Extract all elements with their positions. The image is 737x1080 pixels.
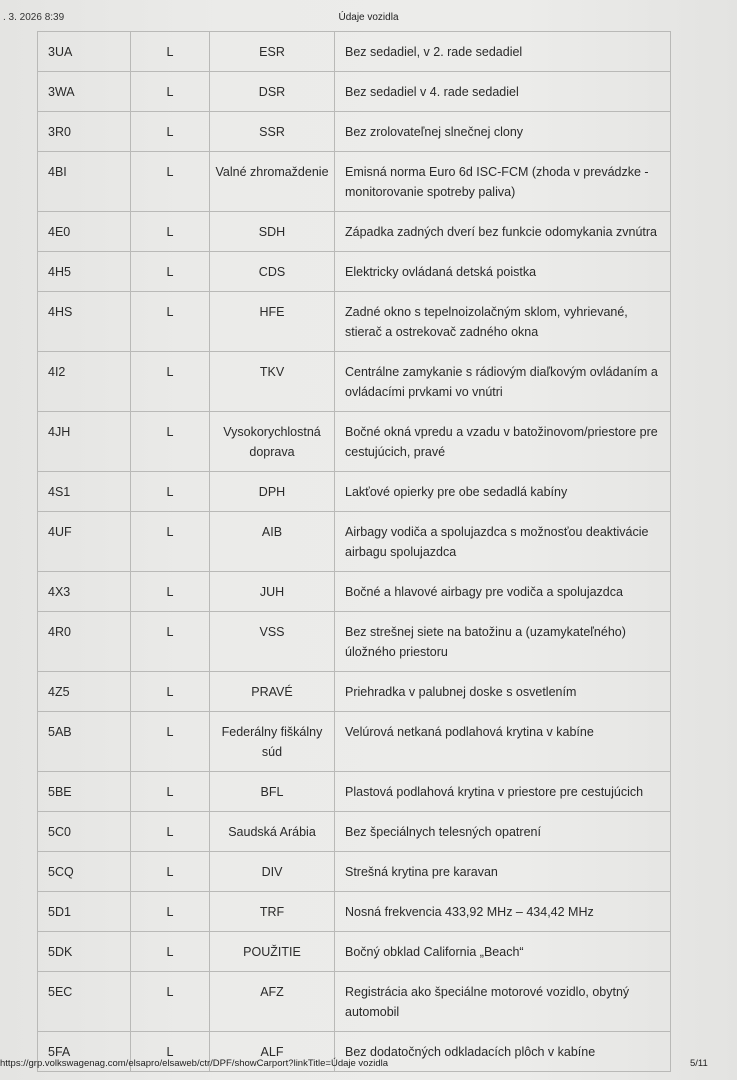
- table-row: [38, 32, 671, 72]
- vehicle-data-table: [37, 31, 671, 1072]
- description-cell: Bez sedadiel, v 2. rade sedadiel: [335, 32, 671, 72]
- description-cell: Priehradka v palubnej doske s osvetlením: [335, 672, 671, 712]
- description-cell: Strešná krytina pre karavan: [335, 852, 671, 892]
- description-cell: Elektricky ovládaná detská poistka: [335, 252, 671, 292]
- type-cell: L: [131, 572, 210, 612]
- table-row: [38, 512, 671, 572]
- pr-code-cell: 4UF: [38, 512, 131, 572]
- type-cell: L: [131, 772, 210, 812]
- abbreviation-cell: VSS: [210, 612, 335, 672]
- type-cell: L: [131, 212, 210, 252]
- pr-code-cell: 4I2: [38, 352, 131, 412]
- abbreviation-cell: SDH: [210, 212, 335, 252]
- table-row: [38, 112, 671, 152]
- pr-code-cell: 5AB: [38, 712, 131, 772]
- pr-code-cell: 4X3: [38, 572, 131, 612]
- table-row: [38, 712, 671, 772]
- pr-code-cell: 4BI: [38, 152, 131, 212]
- abbreviation-cell: TKV: [210, 352, 335, 412]
- description-cell: Bez sedadiel v 4. rade sedadiel: [335, 72, 671, 112]
- abbreviation-cell: PRAVÉ: [210, 672, 335, 712]
- print-timestamp: . 3. 2026 8:39: [3, 12, 65, 23]
- table-row: [38, 252, 671, 292]
- type-cell: L: [131, 412, 210, 472]
- description-cell: Bez zrolovateľnej slnečnej clony: [335, 112, 671, 152]
- pr-code-cell: 5CQ: [38, 852, 131, 892]
- type-cell: L: [131, 352, 210, 412]
- type-cell: L: [131, 972, 210, 1032]
- pr-code-cell: 5EC: [38, 972, 131, 1032]
- table-row: [38, 772, 671, 812]
- type-cell: L: [131, 932, 210, 972]
- type-cell: L: [131, 32, 210, 72]
- abbreviation-cell: AIB: [210, 512, 335, 572]
- abbreviation-cell: Valné zhromaždenie: [210, 152, 335, 212]
- type-cell: L: [131, 712, 210, 772]
- type-cell: L: [131, 252, 210, 292]
- table-row: [38, 352, 671, 412]
- pr-code-cell: 4Z5: [38, 672, 131, 712]
- description-cell: Emisná norma Euro 6d ISC-FCM (zhoda v prevádzke - monitorovanie spotreby paliva): [335, 152, 671, 212]
- table-row: [38, 572, 671, 612]
- abbreviation-cell: DSR: [210, 72, 335, 112]
- abbreviation-cell: Vysokorychlostná doprava: [210, 412, 335, 472]
- abbreviation-cell: ESR: [210, 32, 335, 72]
- table-row: [38, 852, 671, 892]
- pr-code-cell: 4S1: [38, 472, 131, 512]
- pr-code-cell: 5DK: [38, 932, 131, 972]
- pr-code-cell: 5FA: [38, 1032, 131, 1072]
- table-row: [38, 932, 671, 972]
- description-cell: Airbagy vodiča a spolujazdca s možnosťou deaktivácie airbagu spolujazdca: [335, 512, 671, 572]
- type-cell: L: [131, 612, 210, 672]
- description-cell: Bez dodatočných odkladacích plôch v kabíne: [335, 1032, 671, 1072]
- table-row: [38, 672, 671, 712]
- type-cell: L: [131, 292, 210, 352]
- description-cell: Západka zadných dverí bez funkcie odomykania zvnútra: [335, 212, 671, 252]
- type-cell: L: [131, 852, 210, 892]
- abbreviation-cell: HFE: [210, 292, 335, 352]
- pr-code-cell: 4JH: [38, 412, 131, 472]
- page-number: 5/11: [690, 1058, 708, 1069]
- table-row: [38, 212, 671, 252]
- abbreviation-cell: CDS: [210, 252, 335, 292]
- abbreviation-cell: SSR: [210, 112, 335, 152]
- abbreviation-cell: TRF: [210, 892, 335, 932]
- description-cell: Nosná frekvencia 433,92 MHz – 434,42 MHz: [335, 892, 671, 932]
- type-cell: L: [131, 812, 210, 852]
- pr-code-cell: 5BE: [38, 772, 131, 812]
- abbreviation-cell: DPH: [210, 472, 335, 512]
- description-cell: Bočné a hlavové airbagy pre vodiča a spolujazdca: [335, 572, 671, 612]
- table-row: [38, 972, 671, 1032]
- type-cell: L: [131, 892, 210, 932]
- type-cell: L: [131, 1032, 210, 1072]
- type-cell: L: [131, 672, 210, 712]
- type-cell: L: [131, 112, 210, 152]
- description-cell: Bez špeciálnych telesných opatrení: [335, 812, 671, 852]
- table-row: [38, 152, 671, 212]
- description-cell: Bočný obklad California „Beach“: [335, 932, 671, 972]
- description-cell: Plastová podlahová krytina v priestore pre cestujúcich: [335, 772, 671, 812]
- table-row: [38, 612, 671, 672]
- abbreviation-cell: Saudská Arábia: [210, 812, 335, 852]
- pr-code-cell: 5C0: [38, 812, 131, 852]
- description-cell: Bez strešnej siete na batožinu a (uzamykateľného) úložného priestoru: [335, 612, 671, 672]
- type-cell: L: [131, 72, 210, 112]
- abbreviation-cell: ALF: [210, 1032, 335, 1072]
- table-row: [38, 472, 671, 512]
- abbreviation-cell: JUH: [210, 572, 335, 612]
- type-cell: L: [131, 512, 210, 572]
- page-title: Údaje vozidla: [338, 12, 399, 23]
- table-row: [38, 412, 671, 472]
- footer-url: https://grp.volkswagenag.com/elsapro/elsaweb/ctr/DPF/showCarport?linkTitle=Údaje vozidla: [0, 1058, 389, 1069]
- table-row: [38, 72, 671, 112]
- vehicle-data-table-body: [38, 32, 671, 1072]
- abbreviation-cell: Federálny fiškálny súd: [210, 712, 335, 772]
- abbreviation-cell: BFL: [210, 772, 335, 812]
- description-cell: Centrálne zamykanie s rádiovým diaľkovým ovládaním a ovládacími prvkami vo vnútri: [335, 352, 671, 412]
- pr-code-cell: 3WA: [38, 72, 131, 112]
- pr-code-cell: 4HS: [38, 292, 131, 352]
- description-cell: Lakťové opierky pre obe sedadlá kabíny: [335, 472, 671, 512]
- table-row: [38, 292, 671, 352]
- pr-code-cell: 4E0: [38, 212, 131, 252]
- description-cell: Velúrová netkaná podlahová krytina v kabíne: [335, 712, 671, 772]
- abbreviation-cell: DIV: [210, 852, 335, 892]
- description-cell: Zadné okno s tepelnoizolačným sklom, vyhrievané, stierač a ostrekovač zadného okna: [335, 292, 671, 352]
- abbreviation-cell: POUŽITIE: [210, 932, 335, 972]
- pr-code-cell: 3UA: [38, 32, 131, 72]
- table-row: [38, 812, 671, 852]
- pr-code-cell: 5D1: [38, 892, 131, 932]
- type-cell: L: [131, 152, 210, 212]
- table-row: [38, 892, 671, 932]
- abbreviation-cell: AFZ: [210, 972, 335, 1032]
- description-cell: Bočné okná vpredu a vzadu v batožinovom/priestore pre cestujúcich, pravé: [335, 412, 671, 472]
- pr-code-cell: 4H5: [38, 252, 131, 292]
- type-cell: L: [131, 472, 210, 512]
- pr-code-cell: 4R0: [38, 612, 131, 672]
- pr-code-cell: 3R0: [38, 112, 131, 152]
- description-cell: Registrácia ako špeciálne motorové vozidlo, obytný automobil: [335, 972, 671, 1032]
